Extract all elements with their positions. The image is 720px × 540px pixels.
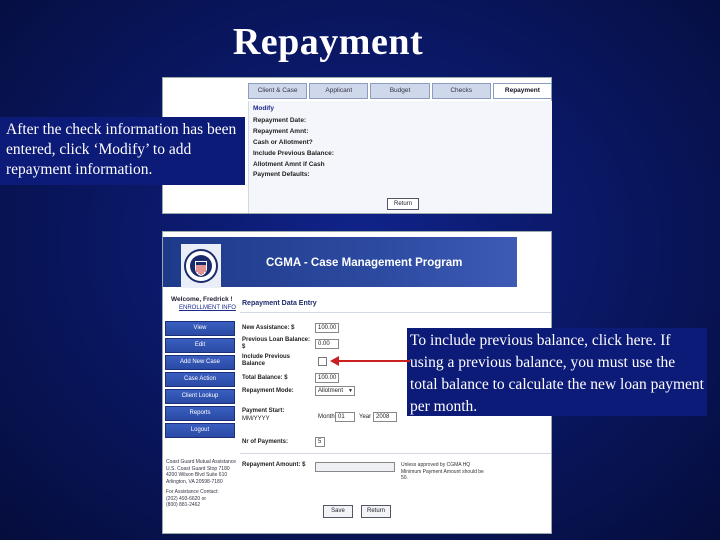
include-previous-balance-label: Include Previous Balance (242, 354, 291, 367)
repayment-panel (248, 101, 552, 213)
tab-client-case[interactable]: Client & Case (248, 83, 307, 99)
footer-line: 4200 Wilson Blvd Suite 610 (166, 472, 228, 478)
previous-loan-balance-input[interactable]: 0.00 (315, 339, 339, 349)
footer-line: Arlington, VA 20598-7180 (166, 478, 223, 485)
nav-reports[interactable]: Reports (165, 406, 235, 421)
total-balance-input[interactable]: 100.00 (315, 373, 339, 383)
nav-edit[interactable]: Edit (165, 338, 235, 353)
nav-logout[interactable]: Logout (165, 423, 235, 438)
repayment-amount-display (315, 462, 395, 472)
allotment-amount-label: Allotment Amnt if Cash (253, 161, 325, 168)
month-label: Month (318, 414, 335, 420)
save-button[interactable]: Save (323, 505, 353, 518)
slide-title: Repayment (232, 21, 424, 63)
nav-view[interactable]: View (165, 321, 235, 336)
repayment-mode-label: Repayment Mode: (242, 388, 294, 394)
tab-checks[interactable]: Checks (432, 83, 491, 99)
cash-or-allotment-label: Cash or Allotment? (253, 139, 313, 146)
tab-repayment[interactable]: Repayment (493, 83, 552, 99)
new-assistance-input[interactable]: 100.00 (315, 323, 339, 333)
footer-line: (800) 881-2462 (166, 502, 201, 508)
repayment-amount-label: Repayment Amnt: (253, 128, 309, 135)
return-button[interactable]: Return (387, 198, 419, 210)
tab-budget[interactable]: Budget (370, 83, 429, 99)
minimum-payment-note: Unless approved by CGMA HQ Minimum Payment Amount should be 50. (401, 462, 484, 481)
repayment-date-label: Repayment Date: (253, 117, 307, 124)
repayment-mode-value: Allotment (318, 388, 344, 394)
previous-loan-balance-label: Previous Loan Balance: $ (242, 337, 311, 350)
new-assistance-label: New Assistance: $ (242, 325, 295, 331)
repayment-mode-select[interactable] (315, 386, 355, 396)
sidebar-nav (165, 321, 235, 438)
pointer-arrow-icon (330, 354, 412, 368)
nav-case-action[interactable]: Case Action (165, 372, 235, 387)
divider (240, 453, 551, 454)
footer-line: U.S. Coast Guard Stop 7180 (166, 465, 230, 472)
number-of-payments-label: Nr of Payments: (242, 439, 289, 445)
total-balance-label: Total Balance: $ (242, 375, 288, 381)
year-input[interactable]: 2008 (373, 412, 397, 422)
footer-line: Coast Guard Mutual Assistance (166, 459, 237, 465)
left-sidebar (163, 294, 239, 534)
modify-link[interactable]: Modify (253, 105, 274, 112)
section-title: Repayment Data Entry (242, 300, 317, 307)
nav-client-lookup[interactable]: Client Lookup (165, 389, 235, 404)
number-of-payments-input[interactable]: 5 (315, 437, 325, 447)
tab-bar (248, 83, 552, 99)
include-previous-balance-checkbox[interactable] (318, 357, 327, 366)
include-previous-balance-label: Include Previous Balance: (253, 150, 334, 157)
payment-defaults-label: Payment Defaults: (253, 171, 310, 178)
return-button[interactable]: Return (361, 505, 391, 518)
tab-applicant[interactable]: Applicant (309, 83, 368, 99)
caption-previous-balance-instruction: To include previous balance, click here. If using a previous balance, you must use the total balance to calculate the new loan payment per month. (407, 328, 707, 416)
footer-line: For Assistance Contact: (166, 489, 219, 495)
welcome-text: Welcome, Fredrick ! (171, 296, 233, 303)
repayment-amount-label: Repayment Amount: $ (242, 462, 306, 468)
chevron-down-icon: ▼ (348, 388, 353, 394)
year-label: Year (359, 414, 372, 420)
divider (240, 312, 551, 313)
month-input[interactable]: 01 (335, 412, 355, 422)
user-info-link[interactable]: ENROLLMENT INFO (179, 305, 236, 311)
app-banner (163, 237, 517, 287)
payment-start-format: MM/YYYY (242, 416, 270, 422)
coast-guard-seal-icon (181, 244, 221, 288)
footer-line: (202) 493-6620 or (166, 495, 207, 502)
caption-modify-instruction: After the check information has been entered, click ‘Modify’ to add repayment information. (0, 117, 245, 185)
payment-start-label: Payment Start: (242, 408, 285, 414)
app-title: CGMA - Case Management Program (266, 257, 463, 269)
contact-footer (166, 459, 238, 509)
nav-add-new-case[interactable]: Add New Case (165, 355, 235, 370)
